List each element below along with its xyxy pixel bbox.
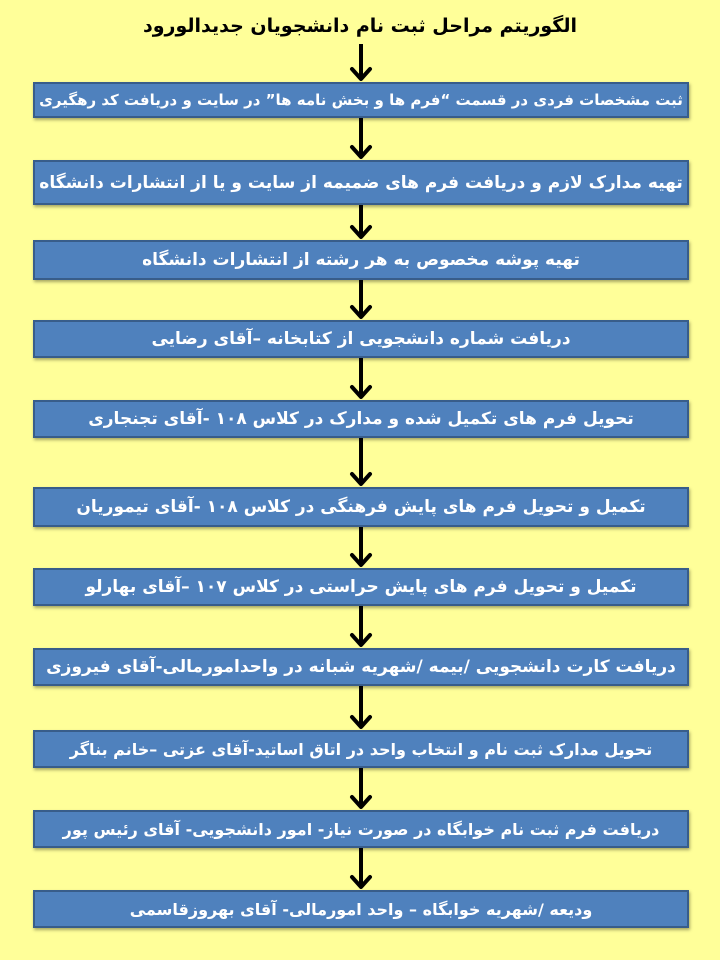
arrow-step-2-to-3 xyxy=(349,205,373,239)
flowchart-step-3 xyxy=(33,240,689,280)
flowchart-step-1 xyxy=(33,82,689,118)
arrow-step-3-to-4 xyxy=(349,280,373,319)
flowchart-step-10 xyxy=(33,810,689,848)
step-label: تهیه مدارک لازم و دریافت فرم های ضمیمه از سایت و یا از انتشارات دانشگاه xyxy=(39,172,683,193)
flowchart-step-7 xyxy=(33,568,689,606)
flowchart-step-4 xyxy=(33,320,689,358)
flowchart-title: الگوریتم مراحل ثبت نام دانشجویان جدیدالورود xyxy=(142,15,577,37)
step-label: تکمیل و تحویل فرم های پایش فرهنگی در کلاس ۱۰۸ -آقای تیموریان xyxy=(76,497,646,517)
step-label: تکمیل و تحویل فرم های پایش حراستی در کلاس ۱۰۷ –آقای بهارلو xyxy=(85,577,637,597)
arrow-step-1-to-2 xyxy=(349,118,373,159)
arrow-step-6-to-7 xyxy=(349,527,373,567)
step-label: دریافت فرم ثبت نام خوابگاه در صورت نیاز- امور دانشجویی- آقای رئیس پور xyxy=(62,819,660,839)
step-label: ودیعه /شهریه خوابگاه – واحد امورمالی- آقای بهروزقاسمی xyxy=(129,899,593,919)
arrow-step-7-to-8 xyxy=(349,606,373,647)
arrow-step-9-to-10 xyxy=(349,768,373,809)
flowchart-step-2 xyxy=(33,160,689,205)
step-label: دریافت شماره دانشجویی از کتابخانه –آقای رضایی xyxy=(151,329,571,349)
step-label: تحویل فرم های تکمیل شده و مدارک در کلاس ۱۰۸ -آقای تجنجاری xyxy=(88,409,634,429)
step-label: تهیه پوشه مخصوص به هر رشته از انتشارات دانشگاه xyxy=(142,250,580,270)
arrow-step-10-to-11 xyxy=(349,848,373,889)
flowchart-step-8 xyxy=(33,648,689,686)
flowchart-step-11 xyxy=(33,890,689,928)
step-label: دریافت کارت دانشجویی /بیمه /شهریه شبانه در واحدامورمالی-آقای فیروزی xyxy=(46,657,676,677)
flowchart-step-5 xyxy=(33,400,689,438)
step-label: تحویل مدارک ثبت نام و انتخاب واحد در اتاق اساتید-آقای عزتی –خانم بناگر xyxy=(69,739,653,759)
step-label: ثبت مشخصات فردی در قسمت “فرم ها و بخش نامه ها” در سایت و دریافت کد رهگیری xyxy=(39,91,683,109)
arrow-title-to-step-1 xyxy=(349,44,373,81)
flowchart-step-6 xyxy=(33,487,689,527)
arrow-step-4-to-5 xyxy=(349,358,373,399)
arrow-step-8-to-9 xyxy=(349,686,373,729)
flowchart-step-9 xyxy=(33,730,689,768)
arrow-step-5-to-6 xyxy=(349,438,373,486)
